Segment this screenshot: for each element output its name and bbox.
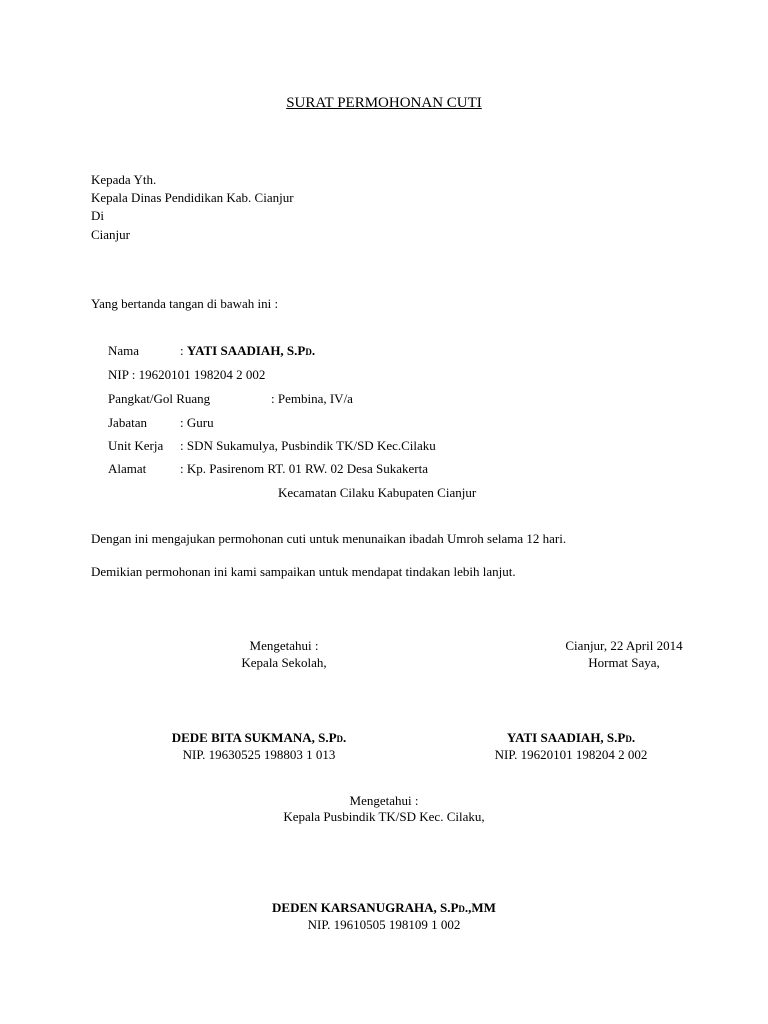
- body-paragraph-2: Demikian permohonan ini kami sampaikan untuk mendapat tindakan lebih lanjut.: [91, 564, 516, 579]
- right-sign-line-2: Hormat Saya,: [588, 655, 660, 670]
- nama-colon: :: [180, 343, 187, 358]
- document-title: SURAT PERMOHONAN CUTI: [286, 95, 482, 111]
- bottom-sign-line-1: Mengetahui :: [349, 793, 419, 808]
- intro-text: Yang bertanda tangan di bawah ini :: [91, 296, 279, 311]
- nip-line: NIP : 19620101 198204 2 002: [108, 367, 266, 382]
- nama-value: [180, 343, 315, 359]
- bottom-signer-name-main: DEDEN KARSANUGRAHA, S.P: [272, 900, 459, 915]
- left-signer-name: [134, 730, 384, 746]
- jabatan-value: : Guru: [180, 415, 214, 430]
- left-sign-line-1: Mengetahui :: [249, 638, 319, 653]
- pangkat-label: Pangkat/Gol Ruang: [108, 391, 211, 406]
- left-signer-name-suffix: d.: [336, 730, 347, 745]
- right-signer-name-main: YATI SAADIAH, S.P: [506, 730, 626, 745]
- right-signer-nip: NIP. 19620101 198204 2 002: [494, 747, 648, 762]
- pangkat-value: : Pembina, IV/a: [271, 391, 353, 406]
- alamat-label: Alamat: [108, 461, 147, 476]
- jabatan-label: Jabatan: [108, 415, 147, 430]
- bottom-signer-nip: NIP. 19610505 198109 1 002: [307, 917, 461, 932]
- body-paragraph-1: Dengan ini mengajukan permohonan cuti untuk menunaikan ibadah Umroh selama 12 hari.: [91, 531, 567, 546]
- right-signer-name-suffix: d.: [625, 730, 636, 745]
- bottom-sign-line-2: Kepala Pusbindik TK/SD Kec. Cilaku,: [283, 809, 485, 824]
- right-sign-place-date: Cianjur, 22 April 2014: [565, 638, 683, 653]
- nama-name: YATI SAADIAH, S.P: [186, 343, 306, 358]
- unit-kerja-label: Unit Kerja: [108, 438, 164, 453]
- left-sign-line-2: Kepala Sekolah,: [241, 655, 327, 670]
- nama-label: Nama: [108, 343, 140, 358]
- recipient-line-4: Cianjur: [91, 227, 130, 242]
- recipient-line-1: Kepada Yth.: [91, 172, 157, 187]
- recipient-line-3: Di: [91, 208, 104, 223]
- bottom-signer-name-suffix: d.: [458, 900, 469, 915]
- bottom-signer-name: [234, 900, 534, 916]
- left-signer-nip: NIP. 19630525 198803 1 013: [182, 747, 336, 762]
- alamat-value: : Kp. Pasirenom RT. 01 RW. 02 Desa Sukakerta: [180, 461, 428, 476]
- bottom-signer-name-tail: ,MM: [468, 900, 496, 915]
- recipient-line-2: Kepala Dinas Pendidikan Kab. Cianjur: [91, 190, 294, 205]
- left-signer-name-main: DEDE BITA SUKMANA, S.P: [171, 730, 337, 745]
- unit-kerja-value: : SDN Sukamulya, Pusbindik TK/SD Kec.Cilaku: [180, 438, 436, 453]
- right-signer-name: [446, 730, 696, 746]
- nama-name-suffix: d.: [305, 343, 316, 358]
- alamat-value-2: Kecamatan Cilaku Kabupaten Cianjur: [278, 485, 477, 500]
